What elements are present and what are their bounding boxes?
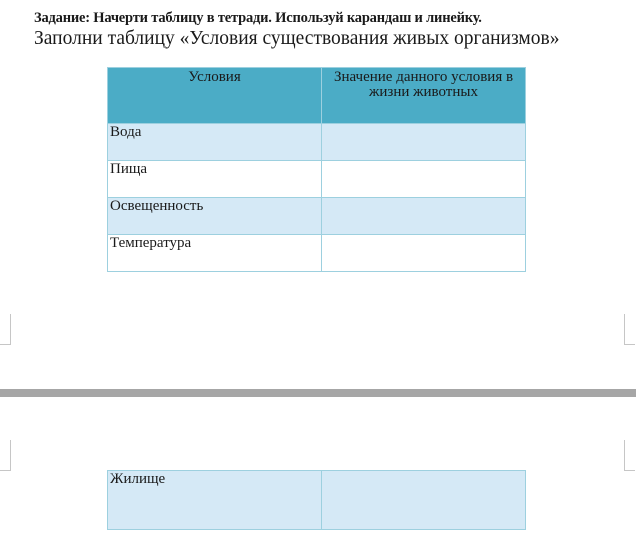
empty-cell: [322, 235, 526, 272]
table-row: [108, 235, 526, 272]
row-label-light: Освещенность: [108, 198, 322, 235]
table-row: [108, 124, 526, 161]
conditions-table: [107, 67, 526, 272]
page-corner-mark: [624, 314, 635, 345]
task-instruction: Задание: Начерти таблицу в тетради. Используй карандаш и линейку.: [34, 10, 482, 26]
row-label-food: Пища: [108, 161, 322, 198]
page-corner-mark: [624, 440, 635, 471]
empty-cell: [322, 471, 526, 530]
row-label-water: Вода: [108, 124, 322, 161]
row-label-temperature: Температура: [108, 235, 322, 272]
conditions-table-continued: [107, 470, 526, 530]
table-header-row: [108, 68, 526, 124]
empty-cell: [322, 198, 526, 235]
page-corner-mark: [0, 440, 11, 471]
table-row: [108, 198, 526, 235]
header-significance: Значение данного условия в жизни животных: [322, 68, 526, 124]
empty-cell: [322, 161, 526, 198]
page-divider: [0, 389, 636, 397]
row-label-shelter: Жилище: [108, 471, 322, 530]
table-row: [108, 471, 526, 530]
page-corner-mark: [0, 314, 11, 345]
table-title: Заполни таблицу «Условия существования живых организмов»: [34, 28, 560, 49]
empty-cell: [322, 124, 526, 161]
table-row: [108, 161, 526, 198]
header-conditions: Условия: [108, 68, 322, 124]
